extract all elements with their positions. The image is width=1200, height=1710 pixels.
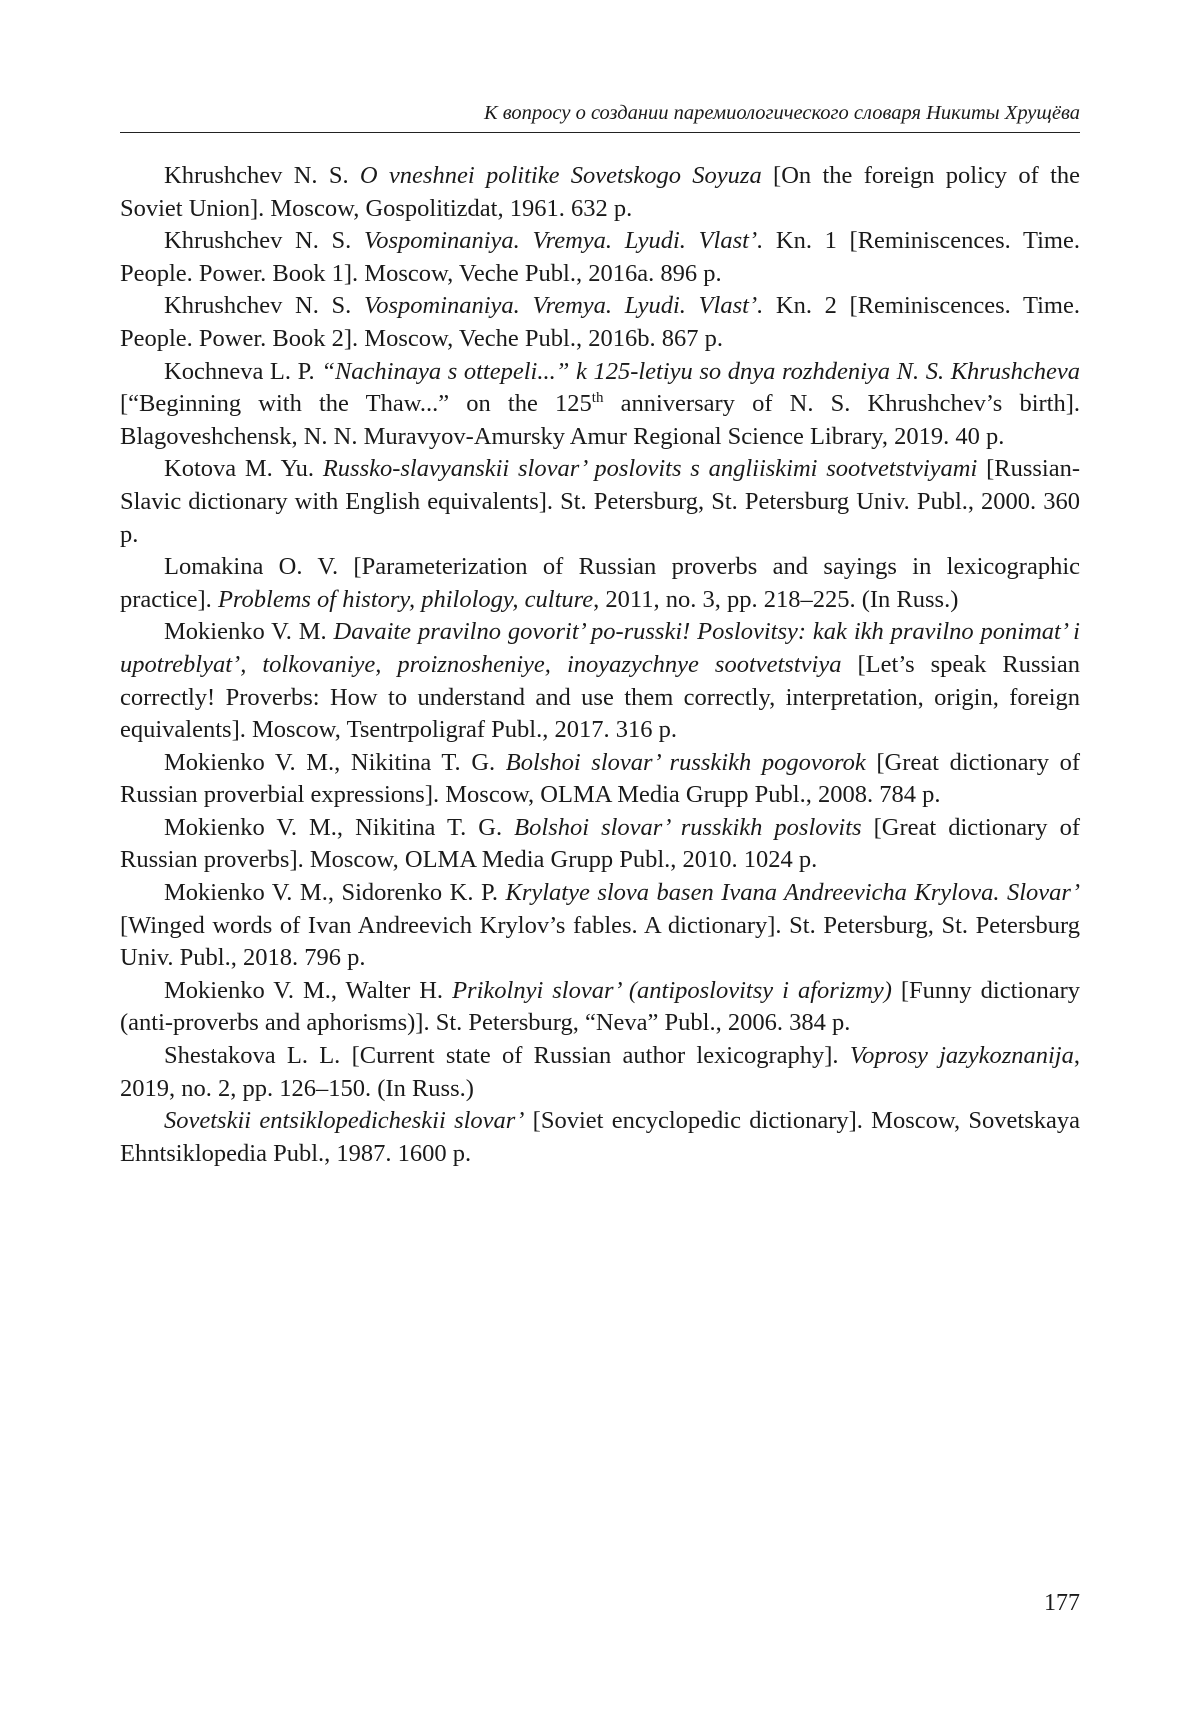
reference-item: Khrushchev N. S. Vospominaniya. Vremya. Lyudi. Vlast’. Kn. 2 [Reminiscences. Time. People. Power. Book 2]. Moscow, Veche Publ., 2016b. 867 p. <box>120 292 1080 352</box>
reference-item: Khrushchev N. S. O vneshnei politike Sovetskogo Soyuza [On the foreign policy of the Soviet Union]. Moscow, Gospolitizdat, 1961. 632 p. <box>120 162 1080 222</box>
reference-item: Mokienko V. M. Davaite pravilno govorit’ po-russki! Poslovitsy: kak ikh pravilno ponimat’ i upotreblyat’, tolkovaniye, proiznosheniye, inoyazychnye sootvetstviya [Let’s speak Russian correctly! Proverbs: How to understand and use them correctly, interpretation, origin, foreign equivalents]. Moscow, Tsentrpoligraf Publ., 2017. 316 p. <box>120 618 1080 744</box>
reference-item: Sovetskii entsiklopedicheskii slovar’ [Soviet encyclopedic dictionary]. Moscow, Sovetskaya Ehntsiklopedia Publ., 1987. 1600 p. <box>120 1107 1080 1167</box>
reference-item: Mokienko V. M., Nikitina T. G. Bolshoi slovar’ russkikh pogovorok [Great dictionary of Russian proverbial expressions]. Moscow, OLMA Media Grupp Publ., 2008. 784 p. <box>120 748 1080 809</box>
reference-item: Kotova M. Yu. Russko-slavyanskii slovar’ poslovits s angliiskimi sootvetstviyami [Russian-Slavic dictionary with English equivalents]. St. Petersburg, St. Petersburg Univ. Publ., 2000. 360 p. <box>120 455 1080 548</box>
reference-item: Mokienko V. M., Sidorenko K. P. Krylatye slova basen Ivana Andreevicha Krylova. Slovar’ [Winged words of Ivan Andreevich Krylov’s fables. A dictionary]. St. Petersburg, St. Petersburg Univ. Publ., 2018. 796 p. <box>120 879 1080 972</box>
running-title: К вопросу о создании паремиологического словаря Никиты Хрущёва <box>484 102 1080 124</box>
reference-item: Kochneva L. P. “Nachinaya s ottepeli...” k 125-letiyu so dnya rozhdeniya N. S. Khrushcheva [“Beginning with the Thaw...” on the 125th anniversary of N. S. Khrushchev’s birth]. Blagoveshchensk, N. N. Muravyov-Amursky Amur Regional Science Library, 2019. 40 p. <box>120 357 1080 450</box>
reference-list <box>120 160 1080 1170</box>
reference-item: Mokienko V. M., Nikitina T. G. Bolshoi slovar’ russkikh poslovits [Great dictionary of Russian proverbs]. Moscow, OLMA Media Grupp Publ., 2010. 1024 p. <box>120 813 1080 874</box>
superscript-ordinal: th <box>591 390 604 406</box>
page-number: 177 <box>1044 1590 1080 1616</box>
running-head <box>120 100 1080 133</box>
reference-item: Khrushchev N. S. Vospominaniya. Vremya. Lyudi. Vlast’. Kn. 1 [Reminiscences. Time. People. Power. Book 1]. Moscow, Veche Publ., 2016a. 896 p. <box>120 227 1080 287</box>
reference-item: Mokienko V. M., Walter H. Prikolnyi slovar’ (antiposlovitsy i aforizmy) [Funny dictionary (anti-proverbs and aphorisms)]. St. Petersburg, “Neva” Publ., 2006. 384 p. <box>120 976 1081 1037</box>
reference-item: Lomakina O. V. [Parameterization of Russian proverbs and sayings in lexicographic practice]. Problems of history, philology, culture, 2011, no. 3, pp. 218–225. (In Russ.) <box>120 553 1080 613</box>
reference-item: Shestakova L. L. [Current state of Russian author lexicography]. Voprosy jazykoznanija, 2019, no. 2, pp. 126–150. (In Russ.) <box>120 1042 1080 1102</box>
